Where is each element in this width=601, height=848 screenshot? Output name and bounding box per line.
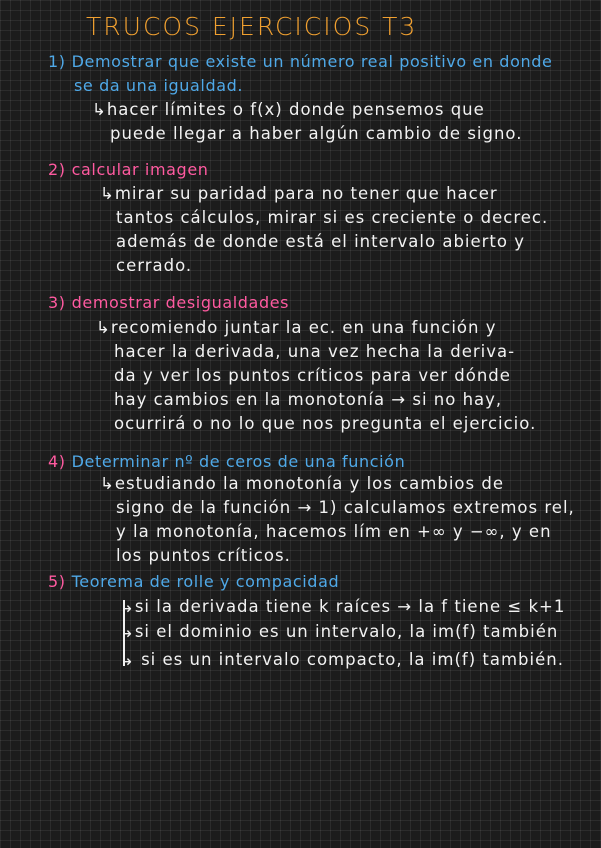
section-2-heading-line-1 — [48, 160, 209, 180]
section-4-body-line-3: y la monotonía, hacemos lím en +∞ y −∞, y en — [116, 522, 552, 541]
section-4-heading-text-1: Determinar nº de ceros de una función — [71, 452, 406, 471]
page-title: TRUCOS EJERCICIOS T3 — [86, 12, 418, 41]
section-1-body-line-1: ↳hacer límites o f(x) donde pensemos que — [92, 100, 485, 119]
section-3-body-line-3: da y ver los puntos críticos para ver dónde — [114, 366, 511, 385]
section-5-body-line-1: ↳si la derivada tiene k raíces → la f tiene ≤ k+1 — [120, 597, 566, 616]
section-2-number: 2) — [48, 160, 66, 179]
section-1-heading-text-1: Demostrar que existe un número real positivo en donde — [71, 52, 553, 71]
section-5-body-line-2: ↳si el dominio es un intervalo, la im(f) también — [120, 622, 559, 641]
section-2-body-line-1: ↳mirar su paridad para no tener que hacer — [100, 184, 498, 203]
section-4-body-line-1: ↳estudiando la monotonía y los cambios de — [100, 474, 504, 493]
section-5-number: 5) — [48, 572, 66, 591]
section-3-body-line-5: ocurrirá o no lo que nos pregunta el ejercicio. — [114, 414, 537, 433]
section-3-number: 3) — [48, 293, 66, 312]
section-4-body-line-2: signo de la función → 1) calculamos extremos rel, — [116, 498, 575, 517]
section-4-heading-line-1 — [48, 452, 405, 472]
section-2-heading-text-1: calcular imagen — [71, 160, 209, 179]
section-3-body-line-2: hacer la derivada, una vez hecha la deriva- — [114, 342, 516, 361]
section-3-body-line-4: hay cambios en la monotonía → si no hay, — [114, 390, 503, 409]
section-1-heading-line-2: se da una igualdad. — [74, 76, 244, 95]
section-4-number: 4) — [48, 452, 66, 471]
section-2-body-line-2: tantos cálculos, mirar si es creciente o decrec. — [116, 208, 549, 227]
section-3-heading-line-1 — [48, 293, 289, 313]
section-1-number: 1) — [48, 52, 66, 71]
section-2-body-line-4: cerrado. — [116, 256, 193, 275]
section-4-body-line-4: los puntos críticos. — [116, 546, 291, 565]
section-1-heading-line-1 — [48, 52, 552, 72]
section-5-body-line-3: ↳ si es un intervalo compacto, la im(f) también. — [120, 650, 564, 669]
section-1-body-line-2: puede llegar a haber algún cambio de signo. — [110, 124, 523, 143]
section-5-heading-text-1: Teorema de rolle y compacidad — [71, 572, 340, 591]
section-5-heading-line-1 — [48, 572, 339, 592]
section-2-body-line-3: además de donde está el intervalo abierto y — [116, 232, 526, 251]
section-3-heading-text-1: demostrar desigualdades — [71, 293, 290, 312]
section-3-body-line-1: ↳recomiendo juntar la ec. en una función y — [96, 318, 497, 337]
